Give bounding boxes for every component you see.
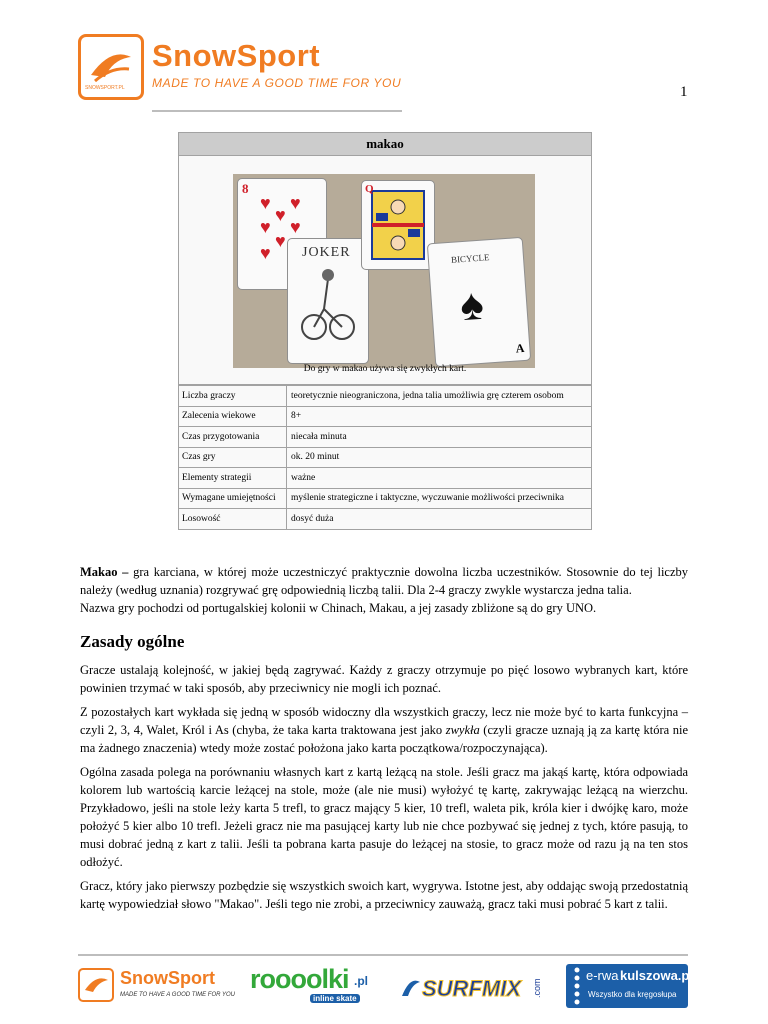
info-row <box>179 406 591 427</box>
info-label: Elementy strategii <box>179 468 287 488</box>
snowsport-small-icon <box>78 968 114 1002</box>
image-caption: Do gry w makao używa się zwykłych kart. <box>303 364 467 374</box>
info-value: niecała minuta <box>291 431 347 442</box>
snowsport-logo-icon <box>78 34 144 100</box>
footer-rooolki-logo <box>250 964 380 1008</box>
rules-paragraph-4: Gracz, który jako pierwszy pozbędzie się wszystkich swoich kart, wygrywa. Istotne jest, aby oddając swoją przedostatnią kartę wypowiedział słowo "Makao". Jeśli tego nie zrobi, a przeciwnicy zauważą, gracz taki musi pobrać 5 kart z talii. <box>80 879 688 911</box>
info-value: ważne <box>291 472 316 483</box>
footer-snowsport-logo <box>78 968 248 1008</box>
p2-text-b: (czyli gracze uznają ją za kartę która nie ma żadnego znaczenia) wtedy może zostać położona jako karta początkowa/rozpoczynająca). <box>80 723 689 755</box>
article-body <box>80 563 688 919</box>
info-value: 8+ <box>291 411 302 422</box>
spine-icon <box>570 966 584 1006</box>
info-row <box>179 467 591 488</box>
footer-snowsport-tag: MADE TO HAVE A GOOD TIME FOR YOU <box>120 992 236 998</box>
intro-dash: – <box>117 565 134 579</box>
info-row <box>179 508 591 529</box>
etymology-paragraph: Nazwa gry pochodzi od portugalskiej kolonii w Chinach, Makau, a jej zasady zbliżone są do gry UNO. <box>80 601 597 615</box>
erwa-prefix: e-rwa <box>586 968 619 983</box>
erwa-tagline: Wszystko dla kręgosłupa <box>588 990 677 999</box>
info-row <box>179 488 591 509</box>
infobox-image-cell <box>179 156 591 385</box>
svg-text:♥: ♥ <box>275 205 286 225</box>
surfmix-name: SURFMIX <box>422 976 521 1001</box>
svg-text:♥: ♥ <box>260 193 271 213</box>
footer-erwa-logo <box>566 964 693 1008</box>
card-ace-spades <box>427 237 531 367</box>
game-infobox <box>178 132 592 530</box>
ace-rank: A <box>515 340 525 356</box>
info-label: Losowość <box>179 509 287 529</box>
info-label: Wymagane umiejętności <box>179 489 287 509</box>
svg-text:♥: ♥ <box>290 193 301 213</box>
rooolki-tld: .pl <box>354 974 368 988</box>
svg-text:♥: ♥ <box>260 217 271 237</box>
p2-emphasis: zwykła <box>445 723 480 737</box>
footer-divider <box>78 954 688 956</box>
ace-brand: BICYCLE <box>450 252 490 265</box>
header-logo <box>78 34 408 104</box>
intro-text: gra karciana, w której może uczestniczyć praktycznie dowolna liczba uczestników. Stosownie do tej liczby należy (według uznania) rozgrywać grę odpowiednią liczbą talii. Dla 2-4 graczy zwykle wystarcza jedna talia. <box>80 565 689 597</box>
rules-paragraph-2 <box>80 703 688 757</box>
intro-paragraph <box>80 563 688 599</box>
p2-text-a: Z pozostałych kart wykłada się jedną w sposób widoczny dla wszystkich graczy, lecz nie może być to karta funkcyjna – czyli 2, 3, 4, Walet, Król i As (chyba, że taka karta traktowana jest jako <box>80 705 688 737</box>
rooolki-sub: inline skate <box>310 994 360 1003</box>
surfmix-tld: .com <box>532 978 542 998</box>
rooolki-name: roooolki <box>250 964 349 994</box>
info-row <box>179 385 591 406</box>
brand-name: SnowSport <box>152 38 321 73</box>
joker-label: JOKER <box>302 245 351 260</box>
card-queen <box>361 180 435 270</box>
header-divider <box>152 110 402 112</box>
info-row <box>179 447 591 468</box>
info-label: Zalecenia wiekowe <box>179 407 287 427</box>
brand-tagline: MADE TO HAVE A GOOD TIME FOR YOU <box>152 76 402 90</box>
surfmix-wave-icon <box>400 976 422 1000</box>
info-label: Czas przygotowania <box>179 427 287 447</box>
rules-paragraph-3: Ogólna zasada polega na porównaniu własnych kart z kartą leżącą na stole. Jeśli gracz ma jakąś kartę, która odpowiada kolorem lub wartością karcie leżącej na stole, może (ale nie musi) wyłożyć tę kartę, zakrywając leżącą na wierzchu. Przykładowo, jeśli na stole leży karta 5 trefl, to gracz mający 5 kier, 10 trefl, waleta pik, króla kier i dwójkę karo, może położyć 5 kier albo 10 trefl. Jeżeli gracz nie ma pasującej karty lub nie chce pozbywać się jednej z tych, które pasują, to musi dobrać jedną z kart z talii. Jeśli ta pobrana karta pasuje do leżącej na stosie, to gracz może od razu ją na ten stos odłożyć. <box>80 765 688 869</box>
svg-text:♥: ♥ <box>290 217 301 237</box>
queen-rank: Q <box>365 183 374 195</box>
footer-snowsport-name: SnowSport <box>120 968 215 988</box>
cards-photo <box>233 174 535 368</box>
logo-small-text: SNOWSPORT.PL <box>85 85 125 91</box>
infobox-title: makao <box>179 133 591 156</box>
page-number: 1 <box>680 84 688 100</box>
info-row <box>179 426 591 447</box>
info-value: ok. 20 minut <box>291 452 340 463</box>
term-makao: Makao <box>80 565 118 579</box>
footer-surfmix-logo <box>400 972 540 1008</box>
erwa-domain: kulszowa.pl <box>620 968 693 983</box>
info-label: Czas gry <box>179 448 287 468</box>
svg-text:♥: ♥ <box>260 243 271 263</box>
info-label: Liczba graczy <box>179 386 287 406</box>
footer-logos <box>78 962 692 1010</box>
info-value: dosyć duża <box>291 513 334 524</box>
info-value: teoretycznie nieograniczona, jedna talia umożliwia grę czterem osobom <box>291 390 564 401</box>
rules-paragraph-1: Gracze ustalają kolejność, w jakiej będą zagrywać. Każdy z graczy otrzymuje po pięć losowo wybranych kart, które powinien trzymać w taki sposób, aby przeciwnicy nie mogli ich poznać. <box>80 663 688 695</box>
svg-text:♠: ♠ <box>458 279 486 331</box>
section-heading: Zasady ogólne <box>80 632 185 651</box>
card-eight-rank: 8 <box>242 181 249 196</box>
info-value: myślenie strategiczne i taktyczne, wyczuwanie możliwości przeciwnika <box>291 493 565 504</box>
card-joker <box>287 238 369 364</box>
svg-text:♥: ♥ <box>275 231 286 251</box>
